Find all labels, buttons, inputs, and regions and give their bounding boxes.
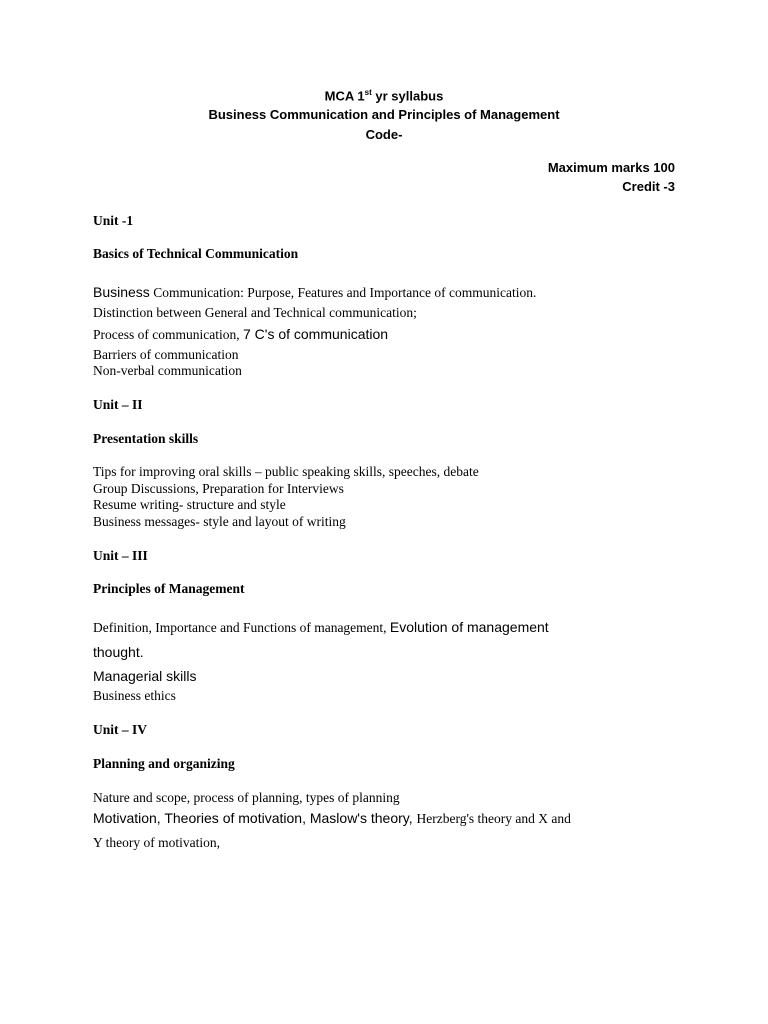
unit-3-line-1: Definition, Importance and Functions of management, Evolution of management [93, 619, 549, 635]
unit-1-heading: Basics of Technical Communication [93, 246, 299, 261]
unit-2-line-1: Tips for improving oral skills – public speaking skills, speeches, debate [93, 464, 479, 479]
unit-4-line-2: Motivation, Theories of motivation, Maslow's theory, Herzberg's theory and X and [93, 810, 571, 826]
unit-3-line-2: thought. [93, 644, 144, 660]
unit-2-line-3: Resume writing- structure and style [93, 497, 286, 512]
unit-4-line-3: Y theory of motivation, [93, 835, 220, 850]
maximum-marks: Maximum marks 100 [547, 160, 675, 175]
subject-title: Business Communication and Principles of Management [208, 107, 560, 122]
unit-4-line-1: Nature and scope, process of planning, types of planning [93, 790, 400, 805]
unit-3-line-3: Managerial skills [93, 668, 197, 684]
unit-1-line-2: Distinction between General and Technical communication; [93, 305, 417, 320]
unit-3-label: Unit – III [93, 548, 148, 563]
credit: Credit -3 [622, 179, 675, 194]
unit-2-line-2: Group Discussions, Preparation for Interviews [93, 481, 344, 496]
unit-1-label: Unit -1 [93, 213, 134, 228]
unit-1-line-4: Barriers of communication [93, 347, 239, 362]
unit-1-line-1: Business Communication: Purpose, Features and Importance of communication. [93, 284, 537, 300]
course-code: Code- [365, 127, 403, 142]
unit-3-heading: Principles of Management [93, 581, 245, 596]
unit-2-heading: Presentation skills [93, 431, 199, 446]
unit-4-label: Unit – IV [93, 722, 148, 737]
unit-1-line-3: Process of communication, 7 C's of communication [93, 326, 389, 342]
unit-2-line-4: Business messages- style and layout of writing [93, 514, 346, 529]
syllabus-title: MCA 1st yr syllabus [324, 88, 444, 104]
unit-1-line-5: Non-verbal communication [93, 363, 242, 378]
unit-3-line-4: Business ethics [93, 688, 176, 703]
unit-4-heading: Planning and organizing [93, 756, 235, 771]
unit-2-label: Unit – II [93, 397, 143, 412]
